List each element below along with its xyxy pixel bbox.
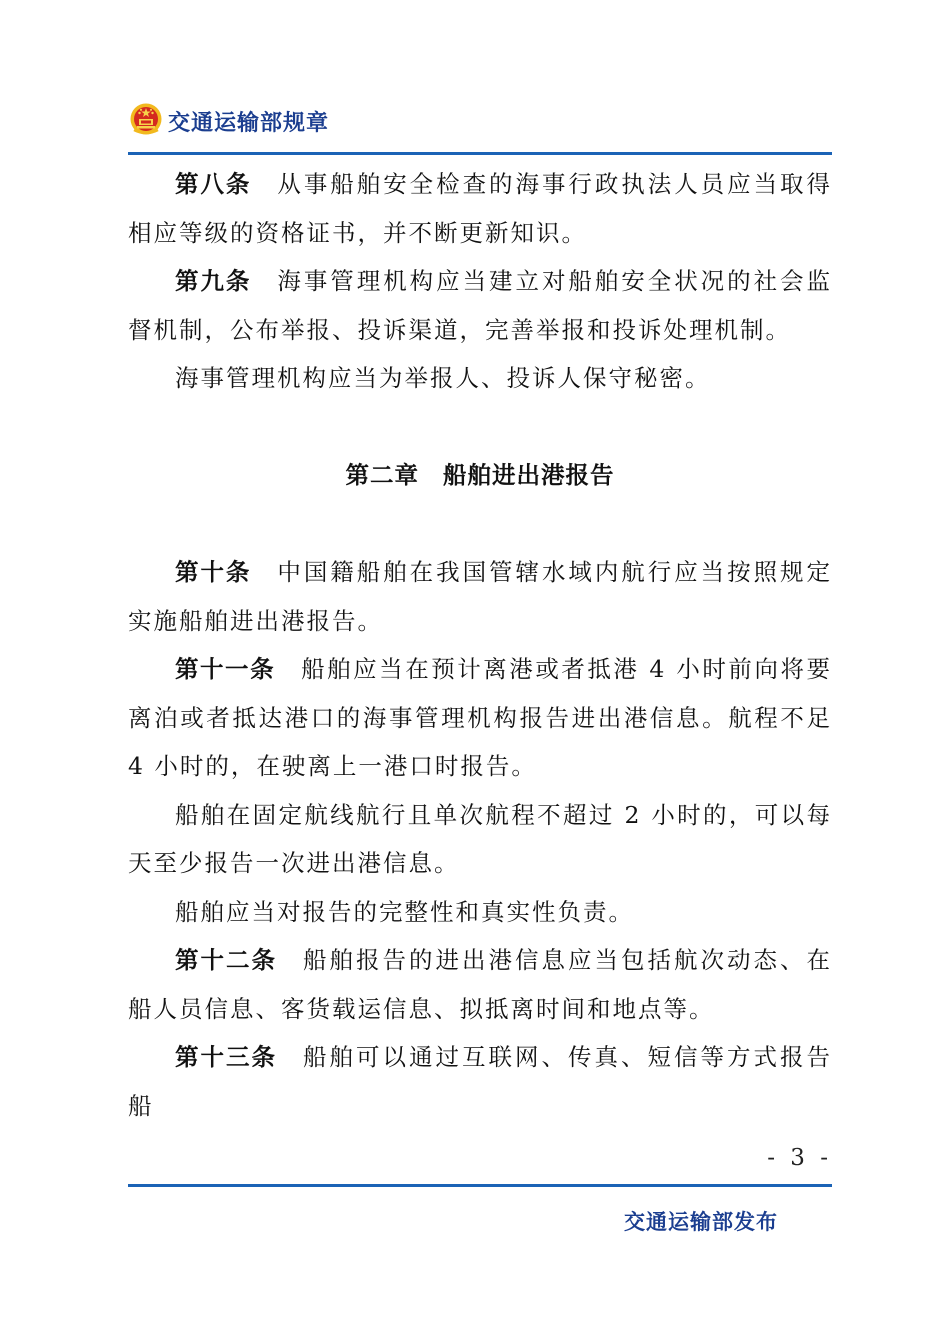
article-text: 船舶应当在预计离港或者抵港 4 小时前向将要离泊或者抵达港口的海事管理机构报告进出港信息。航程不足 4 小时的，在驶离上一港口时报告。 — [128, 655, 832, 780]
page-header — [128, 100, 832, 148]
chapter-heading — [128, 451, 832, 500]
article-11-paragraph-2: 船舶在固定航线航行且单次航程不超过 2 小时的，可以每天至少报告一次进出港信息。 — [128, 800, 832, 877]
article-text: 中国籍船舶在我国管辖水域内航行应当按照规定实施船舶进出港报告。 — [128, 558, 833, 635]
spacer — [128, 403, 832, 452]
footer-publisher: 交通运输部发布 — [624, 1210, 778, 1234]
article-label: 第九条 — [175, 267, 252, 295]
header-title: 交通运输部规章 — [168, 111, 330, 136]
article-label: 第十二条 — [175, 946, 277, 974]
spacer — [128, 500, 832, 549]
article-text: 船舶报告的进出港信息应当包括航次动态、在船人员信息、客货载运信息、拟抵离时间和地点等。 — [128, 946, 832, 1023]
article-label: 第八条 — [175, 170, 252, 198]
article-11 — [128, 645, 832, 791]
document-body — [128, 160, 832, 1130]
article-11-paragraph-3: 船舶应当对报告的完整性和真实性负责。 — [175, 897, 634, 926]
article-text: 从事船舶安全检查的海事行政执法人员应当取得相应等级的资格证书，并不断更新知识。 — [128, 170, 833, 247]
article-text: 海事管理机构应当建立对船舶安全状况的社会监督机制，公布举报、投诉渠道，完善举报和投诉处理机制。 — [128, 267, 833, 344]
article-9 — [128, 257, 832, 354]
article-9-paragraph-2: 海事管理机构应当为举报人、投诉人保守秘密。 — [175, 364, 711, 392]
article-label: 第十条 — [175, 558, 252, 586]
national-emblem-icon — [130, 102, 162, 136]
footer-divider — [128, 1184, 832, 1187]
chapter-title: 船舶进出港报告 — [443, 461, 615, 489]
article-label: 第十一条 — [175, 655, 276, 683]
article-13 — [128, 1033, 832, 1130]
article-8 — [128, 160, 832, 257]
page-number: - 3 - — [767, 1145, 832, 1171]
article-10 — [128, 548, 832, 645]
article-text: 船舶可以通过互联网、传真、短信等方式报告船 — [128, 1043, 832, 1120]
article-12 — [128, 936, 832, 1033]
article-label: 第十三条 — [175, 1043, 277, 1071]
chapter-number: 第二章 — [345, 461, 419, 489]
header-divider — [128, 152, 832, 155]
